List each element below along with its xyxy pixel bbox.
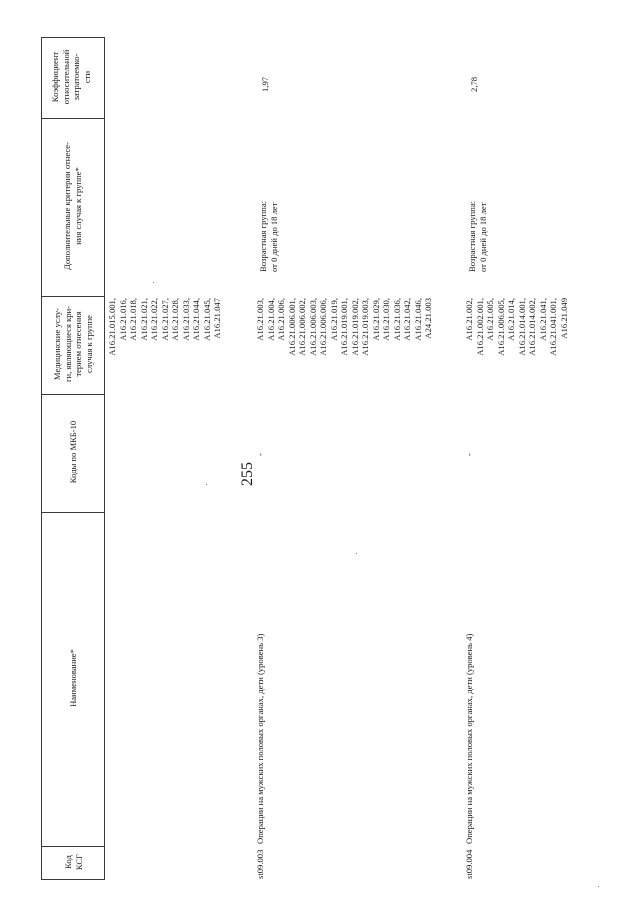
list-item: A16.21.006.002, (297, 298, 307, 356)
row-st09-003-code: st09.003 (255, 849, 265, 879)
list-item: A16.21.019, (328, 298, 339, 341)
list-item: A16.21.006.003, (307, 298, 318, 356)
list-item: A16.21.045, (201, 298, 212, 341)
row-st09-003-mkb: - (255, 453, 265, 456)
row-st09-004-code: st09.004 (464, 849, 474, 879)
list-item: A16.21.016, (117, 298, 128, 341)
row-st09-004-services (464, 298, 569, 392)
row-st09-004-mkb: - (464, 453, 474, 456)
list-item: A16.21.027, (159, 298, 170, 341)
list-item: A16.21.019.003, (360, 298, 370, 356)
header-services: Медицинские услу- ги, являющиеся кри- терием отнесения случая к группе (52, 305, 94, 383)
row-st09-004-criteria: Возрастная группа: от 0 дней до 18 лет (467, 200, 488, 272)
list-item: A16.21.036, (391, 298, 402, 341)
header-mkb-codes: Коды по МКБ-10 (68, 420, 78, 484)
list-item: A16.21.042, (402, 298, 412, 341)
table-border-left (41, 37, 42, 880)
list-item: A16.21.033, (180, 298, 191, 341)
row-st09-004-name: Операции на мужских половых органах, дети (уровень 4) (464, 633, 474, 844)
row-st09-003-criteria: Возрастная группа: от 0 дней до 18 лет (258, 200, 279, 272)
list-item: A24.21.003 (423, 298, 433, 339)
list-item: A16.21.019.002, (349, 298, 360, 356)
scan-speck (206, 484, 207, 485)
list-item: A16.21.014.001, (516, 298, 527, 356)
list-item: A16.21.006.005, (495, 298, 506, 356)
list-item: A16.21.046, (412, 298, 423, 341)
list-item: A16.21.022, (149, 298, 159, 341)
header-code: Код КСГ (63, 853, 84, 871)
list-item: A16.21.006.001, (286, 298, 297, 356)
list-item: A16.21.006.006, (318, 298, 328, 356)
list-item: A16.21.021, (138, 298, 149, 341)
list-item: A16.21.041.001, (548, 298, 558, 356)
row-st09-003-coefficient: 1,97 (260, 76, 270, 92)
scan-speck (153, 282, 154, 283)
list-item: A16.21.018, (128, 298, 138, 341)
scan-speck (598, 886, 599, 887)
list-item: A16.21.006, (276, 298, 286, 341)
list-item: A16.21.041, (537, 298, 548, 341)
row-st09-003-name: Операции на мужских половых органах, дети (уровень 3) (255, 633, 265, 844)
list-item: A16.21.015.001, (107, 298, 117, 356)
list-item: A16.21.002.001, (474, 298, 485, 356)
list-item: A16.21.049 (558, 298, 569, 339)
list-item: A16.21.005, (485, 298, 495, 341)
row-st09-003-services-continued (107, 298, 223, 392)
table-header-divider (104, 37, 105, 880)
page-number: 255 (239, 462, 256, 486)
header-criteria: Дополнительные критерии отнесе- ния случая к группе* (62, 142, 83, 270)
list-item: A16.21.004, (265, 298, 276, 341)
table-border-bottom (41, 879, 104, 880)
row-st09-003-services (255, 298, 434, 392)
scan-speck (356, 553, 357, 554)
list-item: A16.21.014.002, (527, 298, 537, 356)
header-name: Наименование* (68, 649, 78, 707)
list-item: A16.21.002, (464, 298, 474, 341)
list-item: A16.21.028, (170, 298, 180, 341)
header-coefficient: Коэффициент относительной затратоемко- сти (50, 49, 92, 105)
list-item: A16.21.019.001, (339, 298, 349, 356)
row-st09-004-coefficient: 2,78 (469, 76, 479, 92)
list-item: A16.21.030, (381, 298, 391, 341)
list-item: A16.21.003, (255, 298, 265, 341)
list-item: A16.21.014, (506, 298, 516, 341)
list-item: A16.21.029, (370, 298, 381, 341)
list-item: A16.21.047 (212, 298, 222, 339)
list-item: A16.21.044, (191, 298, 201, 341)
